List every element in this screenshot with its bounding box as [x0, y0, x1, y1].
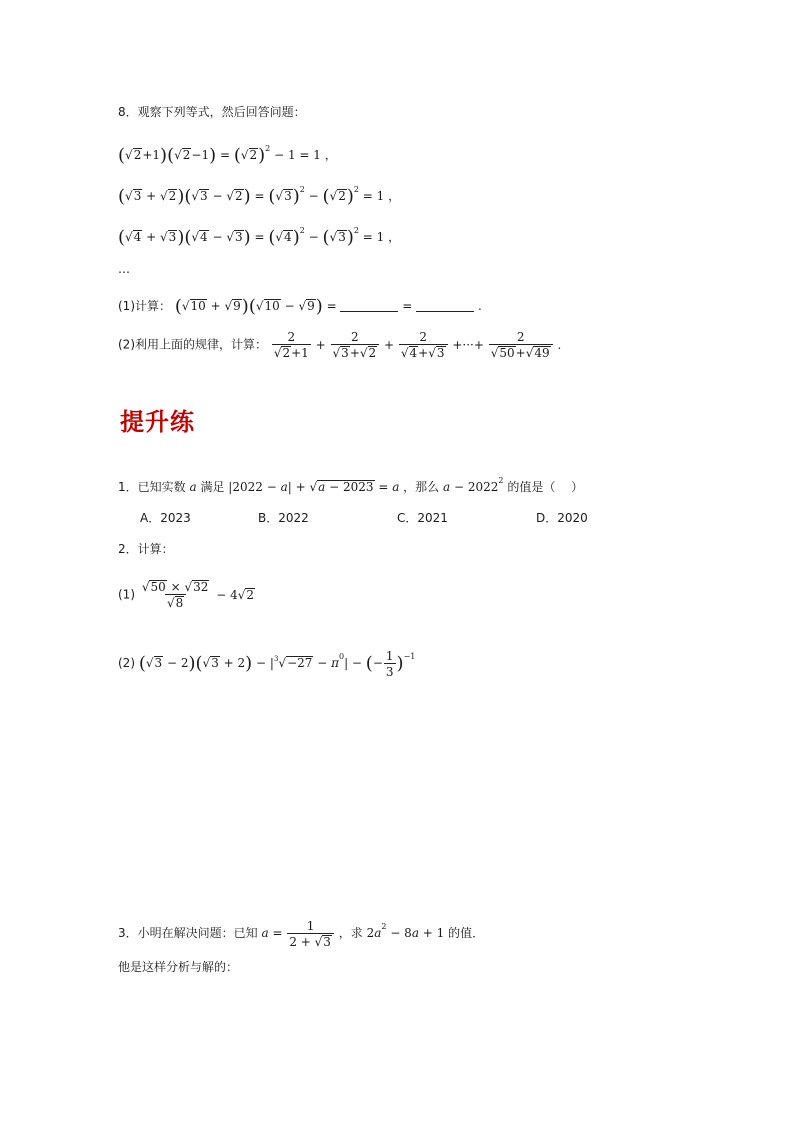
q2-part2: (2) (√ 3 − 2)(√ $3 + 2) - |^3√ -27 - \pi^0|$ − (− $\frac{1}{3}$ )$^{-1}$: [118, 648, 415, 679]
q2-part1: (1) √ 50 × √ 32 √ 8 − 4√ 2: [118, 580, 255, 610]
q1-text-suffix: ，那么: [403, 480, 440, 494]
q8-equation-1: (√ 2+1)(√ 2−1) = (√ 2)$^2$ − 1 = 1 ，: [118, 140, 337, 165]
q8-title: 8．观察下列等式，然后回答问题：: [118, 105, 306, 119]
q8-part2: (2)利用上面的规律，计算： 2 √ 2+1 + 2 √ 3+√ 2 + 2 √ 4+√ 3 +···+ 2 √ 50+√ 49 .: [118, 330, 561, 360]
q8-eq3-tail: = 1 ，: [362, 230, 401, 244]
q8-eq1-tail: = 1 ，: [299, 148, 337, 162]
section-heading: 提升练: [120, 408, 195, 436]
q1-option-b[interactable]: B．2022: [258, 511, 309, 525]
q3-text-end: 的值．: [448, 926, 485, 940]
q1-text-end: 的值是（ ）: [507, 480, 584, 494]
q8-part2-label: (2)利用上面的规律，计算：: [118, 337, 267, 352]
q8-blank-1[interactable]: [340, 299, 398, 312]
q3-text-mid: ，求: [338, 926, 363, 940]
q1-option-a[interactable]: A．2023: [140, 511, 191, 525]
q8-equation-3: (√ 4 + √ 3)(√ 4 − √ 3) = (√ 4)$^2$ − (√ 3)$^2$ = 1 ，: [118, 222, 400, 247]
q3-text: 3．小明在解决问题：已知 a = $\frac{1}{2 + √ 3}$ ，求 $2a^2 - 8a + 1$ 的值．: [118, 918, 484, 949]
q1-option-d[interactable]: D．2020: [536, 511, 588, 525]
q1-text: 1．已知实数 a 满足 |2022 − a| + √ a − 2023 = a ，那么 $a - 2022^2$ 的值是（ ）: [118, 472, 583, 496]
q8-eq2-tail: = 1 ，: [362, 189, 401, 203]
q2-title: 2．计算：: [118, 542, 174, 556]
q2-part1-label: (1): [118, 587, 135, 602]
q3-line2: 他是这样分析与解的：: [118, 960, 239, 974]
q8-part1: (1)计算： (√ 10 + √ 9)(√ 10 − √ 9) = = .: [118, 297, 482, 316]
q1-option-c[interactable]: C．2021: [397, 511, 448, 525]
q1-text-mid: 满足: [200, 480, 225, 494]
q3-text-prefix: 3．小明在解决问题：已知: [118, 926, 258, 940]
q2-part2-label: (2): [118, 656, 135, 670]
q8-equation-2: (√ 3 + √ 2)(√ 3 − √ 2) = (√ 3)$^2$ − (√ 2)$^2$ = 1 ，: [118, 181, 400, 206]
q8-ellipsis: …: [118, 262, 130, 276]
q1-text-prefix: 1．已知实数: [118, 480, 186, 494]
q8-part1-label: (1)计算：: [118, 299, 171, 313]
q8-blank-2[interactable]: [416, 299, 474, 312]
